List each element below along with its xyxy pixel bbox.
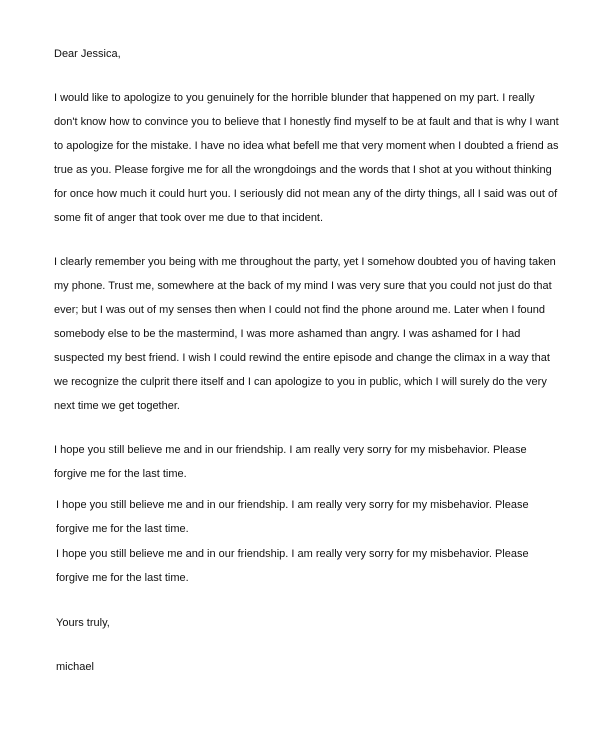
paragraph-line: next time we get together. (54, 400, 180, 412)
paragraph-line: I would like to apologize to you genuinely for the horrible blunder that happened on my part. I really (54, 92, 535, 104)
paragraph-line: I hope you still believe me and in our friendship. I am really very sorry for my misbehavior. Please (54, 444, 527, 456)
paragraph-line: forgive me for the last time. (56, 572, 189, 584)
paragraph-line: I hope you still believe me and in our friendship. I am really very sorry for my misbehavior. Please (56, 499, 529, 511)
paragraph-line: to apologize for the mistake. I have no idea what befell me that very moment when I doubted a friend as (54, 140, 559, 152)
paragraph-line: don't know how to convince you to believe that I honestly find myself to be at fault and that is why I want (54, 116, 559, 128)
paragraph-line: true as you. Please forgive me for all the wrongdoings and the words that I shot at you without thinking (54, 164, 552, 176)
paragraph-line: my phone. Trust me, somewhere at the back of my mind I was very sure that you could not just do that (54, 280, 552, 292)
paragraph-line: I hope you still believe me and in our friendship. I am really very sorry for my misbehavior. Please (56, 548, 529, 560)
paragraph-line: forgive me for the last time. (56, 523, 189, 535)
paragraph-line: suspected my best friend. I wish I could rewind the entire episode and change the climax in a way that (54, 352, 550, 364)
signature: michael (56, 661, 94, 673)
paragraph-line: for once how much it could hurt you. I seriously did not mean any of the dirty things, all I said was out of (54, 188, 558, 200)
paragraph-line: forgive me for the last time. (54, 468, 187, 480)
salutation: Dear Jessica, (54, 48, 121, 60)
paragraph-line: we recognize the culprit there itself and I can apologize to you in public, which I will surely do the very (54, 376, 547, 388)
paragraph-line: some fit of anger that took over me due to that incident. (54, 212, 324, 224)
paragraph-line: I clearly remember you being with me throughout the party, yet I somehow doubted you of having taken (54, 256, 556, 268)
closing: Yours truly, (56, 617, 110, 629)
paragraph-line: ever; but I was out of my senses then when I could not find the phone around me. Later when I found (54, 304, 546, 316)
paragraph-line: somebody else to be the mastermind, I was more ashamed than angry. I was ashamed for I had (54, 328, 521, 340)
